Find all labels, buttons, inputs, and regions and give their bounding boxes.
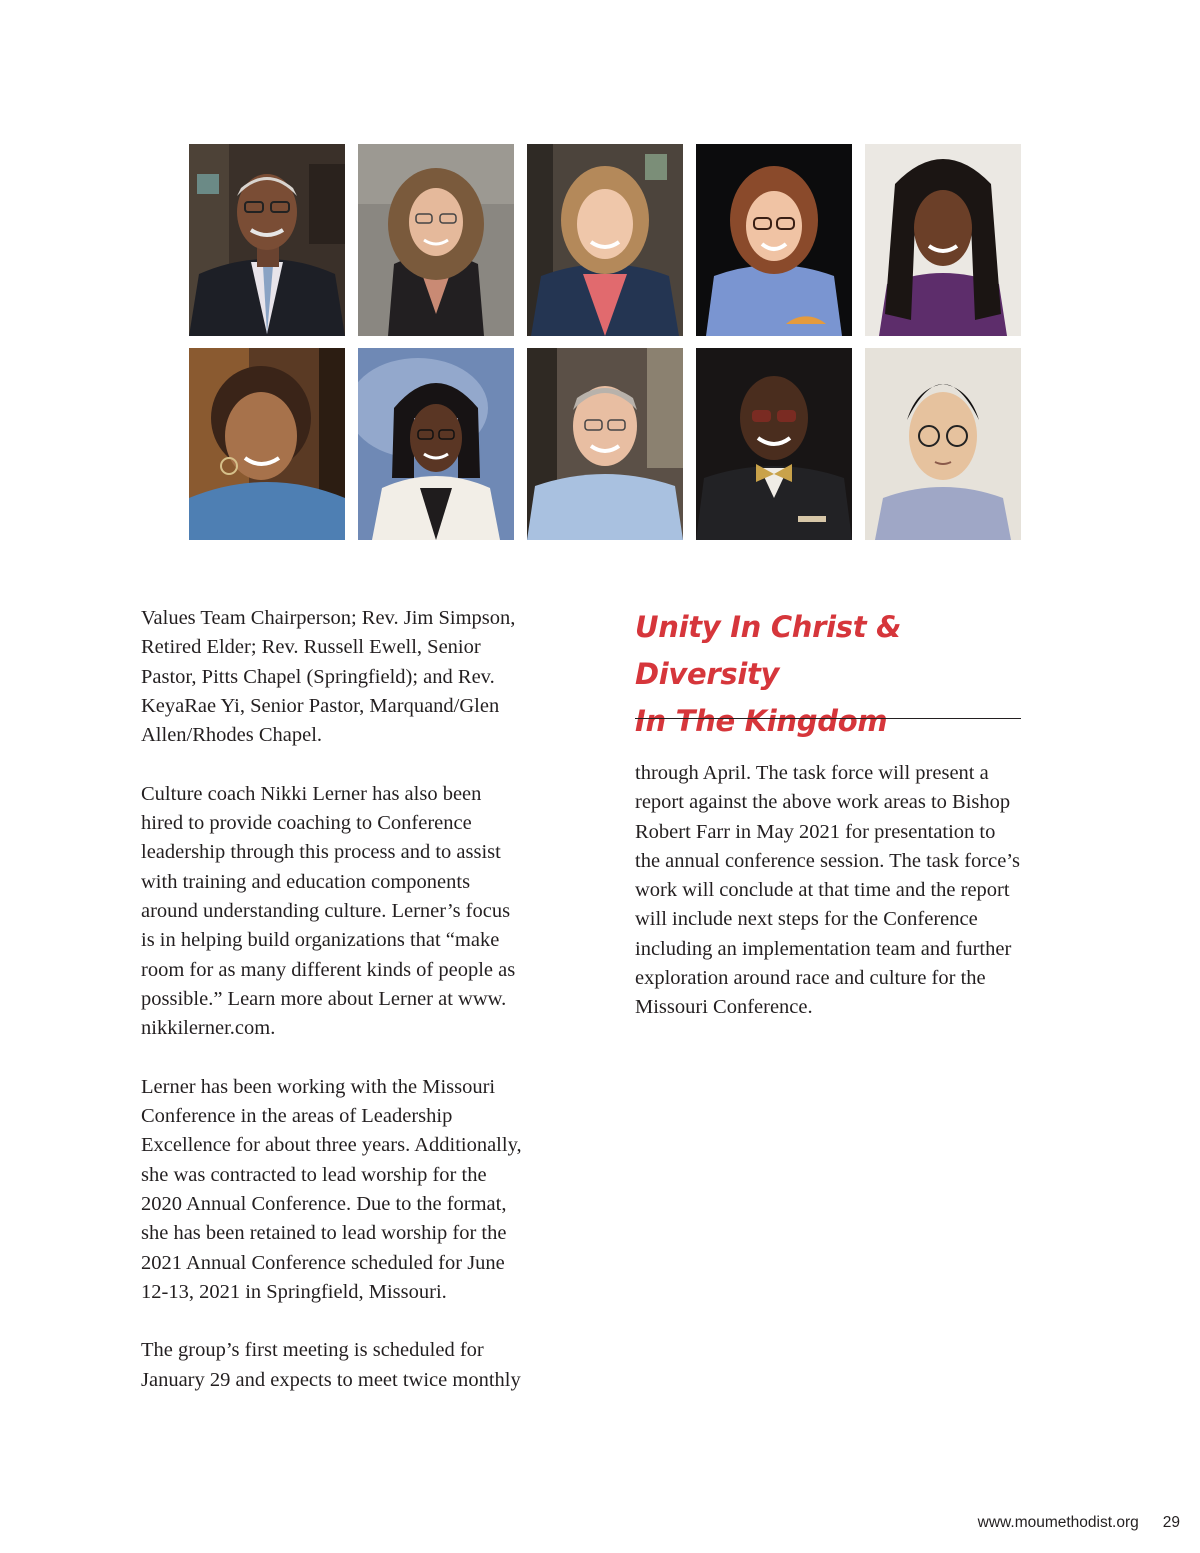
headshot-10 (865, 348, 1021, 540)
headshot-6 (189, 348, 345, 540)
headshot-4 (696, 144, 852, 336)
paragraph-culture-coach: Culture coach Nikki Lerner has also been hired to provide coaching to Conference leadership through this process and to assist with training and education components around understanding culture. Lerner’s focus is in helping build organizations that “make room for as many different kinds of people as possible.” Learn more about Lerner at www. nikkilerner.com. (141, 782, 516, 1040)
headshot-9 (696, 348, 852, 540)
headshot-5 (865, 144, 1021, 336)
paragraph-first-meeting: The group’s first meeting is scheduled for January 29 and expects to meet twice monthly (141, 1339, 521, 1391)
paragraph-task-force-report: through April. The task force will present a report against the above work areas to Bishop Robert Farr in May 2021 for presentation to the annual conference session. The task force’s work will conclude at that time and the report will include next steps for the Conference including an implementation team and further exploration around race and culture for the Missouri Conference. (635, 762, 1020, 1019)
headshot-2 (358, 144, 514, 336)
headshot-1 (189, 144, 345, 336)
headshot-8 (527, 348, 683, 540)
paragraph-committee-list: Values Team Chairperson; Rev. Jim Simpson, Retired Elder; Rev. Russell Ewell, Senior Pastor, Pitts Chapel (Springfield); and Rev. KeyaRae Yi, Senior Pastor, Marquand/Glen Allen/Rhodes Chapel. (141, 607, 516, 747)
heading-divider (635, 718, 1021, 719)
right-column (635, 759, 1065, 1023)
headshot-3 (527, 144, 683, 336)
page-number: 29 (1162, 1514, 1180, 1531)
page-footer (900, 1514, 1180, 1532)
paragraph-lerner-background: Lerner has been working with the Missouri Conference in the areas of Leadership Excellence for about three years. Additionally, she was contracted to lead worship for the 2020 Annual Conference. Due to the format, she has been retained to lead worship for the 2021 Annual Conference scheduled for June 12-13, 2021 in Springfield, Missouri. (141, 1075, 522, 1303)
headshot-7 (358, 348, 514, 540)
section-heading: Unity In Christ & Diversity In The Kingdom (635, 610, 902, 738)
headshot-grid (189, 144, 1022, 540)
left-column (141, 604, 571, 1424)
footer-url: www.moumethodist.org (977, 1514, 1139, 1531)
